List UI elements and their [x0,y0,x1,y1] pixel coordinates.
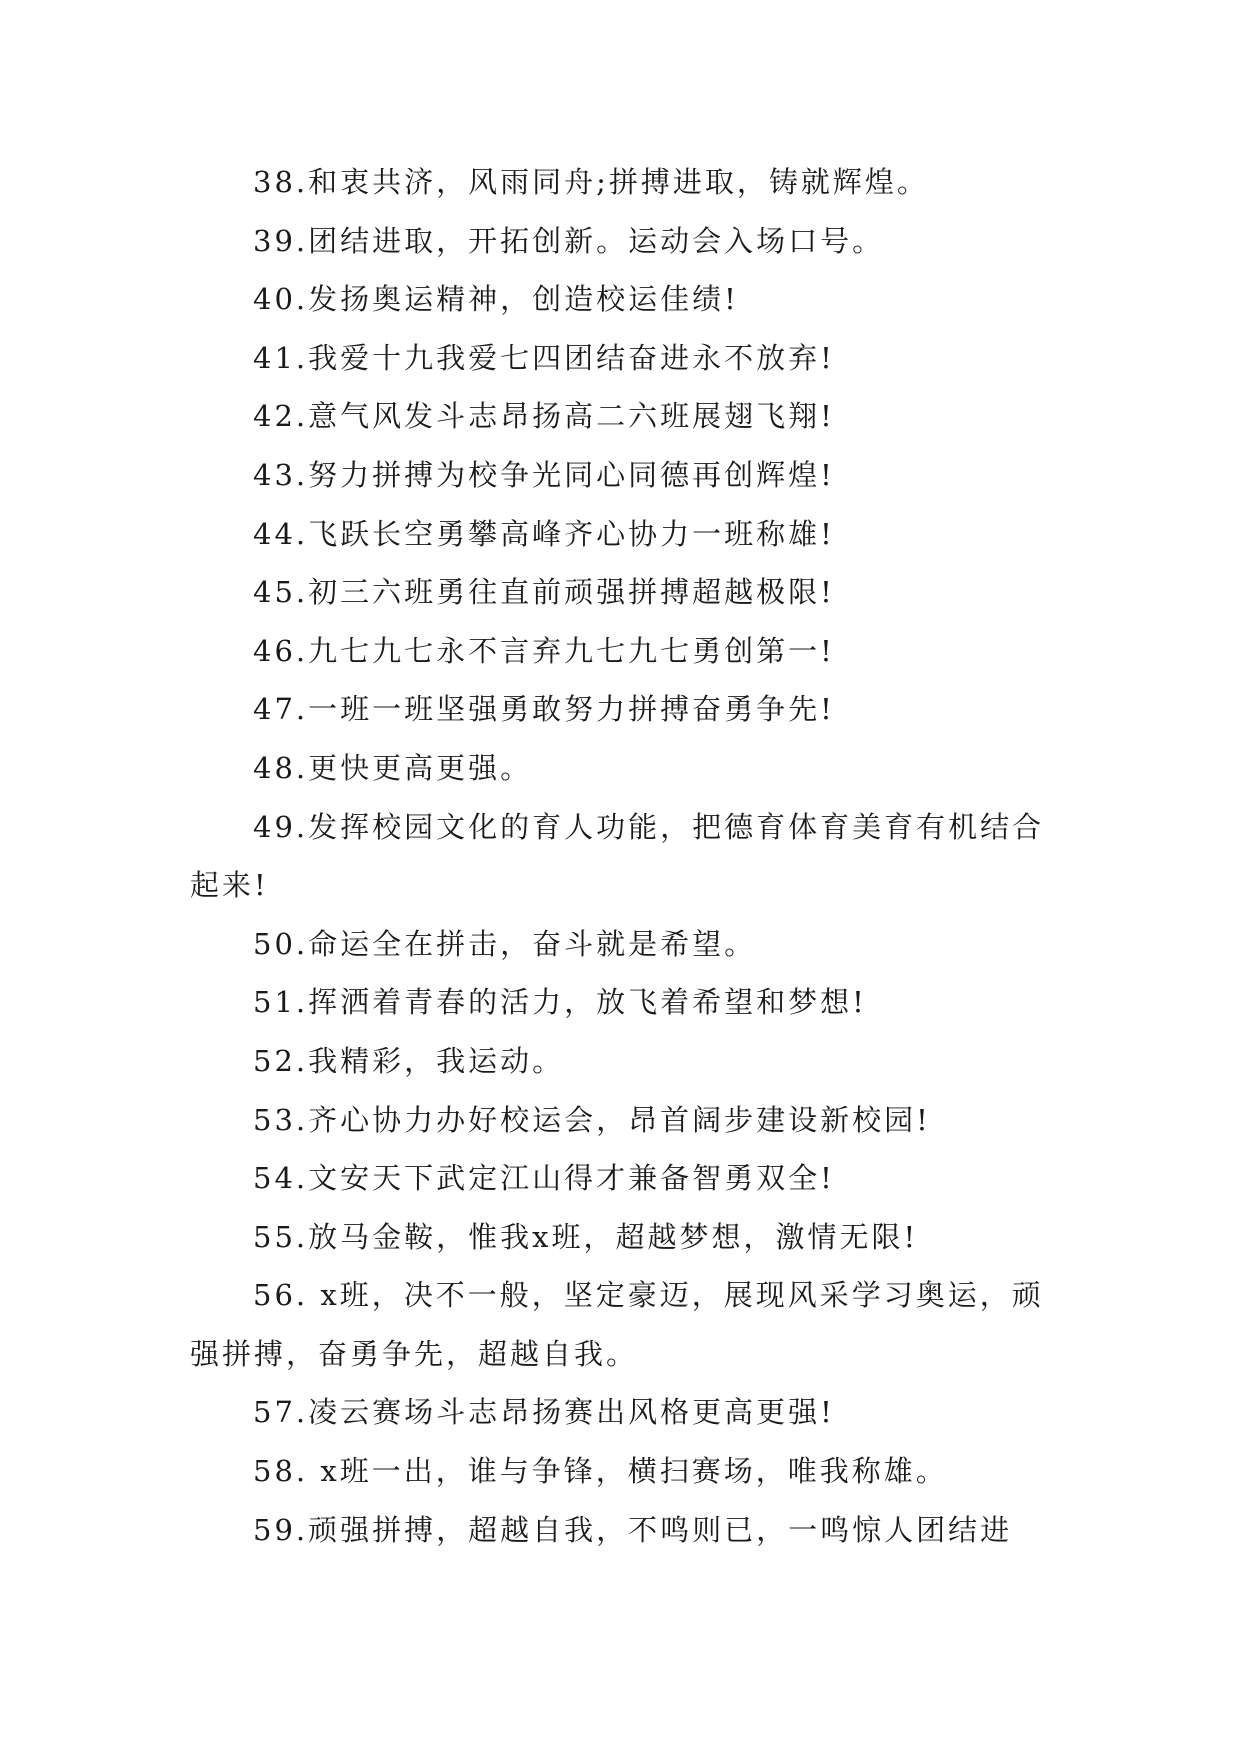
slogan-paragraph: 38.和衷共济，风雨同舟;拼搏进取，铸就辉煌。 [253,165,929,199]
slogan-paragraph: 39.团结进取，开拓创新。运动会入场口号。 [253,223,885,258]
slogan-paragraph: 54.文安天下武定江山得才兼备智勇双全! [253,1161,835,1196]
slogan-paragraph: 44.飞跃长空勇攀高峰齐心协力一班称雄! [253,516,835,551]
slogan-paragraph: 55.放马金鞍，惟我x班，超越梦想，激情无限! [253,1219,919,1254]
slogan-paragraph: 46.九七九七永不言弃九七九七勇创第一! [253,633,835,668]
slogan-paragraph: 49.发挥校园文化的育人功能，把德育体育美育有机结合起来! [190,809,1045,903]
slogan-paragraph: 45.初三六班勇往直前顽强拼搏超越极限! [253,575,835,610]
slogan-paragraph: 58. x班一出，谁与争锋，横扫赛场，唯我称雄。 [253,1454,948,1489]
slogan-paragraph: 47.一班一班坚强勇敢努力拼搏奋勇争先! [253,692,835,727]
slogan-paragraph: 52.我精彩，我运动。 [253,1043,565,1078]
document-body [190,153,1062,1559]
slogan-paragraph: 57.凌云赛场斗志昂扬赛出风格更高更强! [253,1395,835,1430]
slogan-paragraph: 42.意气风发斗志昂扬高二六班展翅飞翔! [253,399,835,434]
slogan-paragraph: 53.齐心协力办好校运会，昂首阔步建设新校园! [253,1102,931,1137]
slogan-paragraph: 41.我爱十九我爱七四团结奋进永不放弃! [253,340,835,375]
slogan-paragraph: 50.命运全在拼击，奋斗就是希望。 [253,926,757,961]
slogan-paragraph: 43.努力拼搏为校争光同心同德再创辉煌! [253,457,835,492]
slogan-paragraph: 48.更快更高更强。 [253,750,533,785]
slogan-paragraph: 59.顽强拼搏，超越自我，不鸣则已，一鸣惊人团结进 [253,1512,1013,1547]
slogan-paragraph: 40.发扬奥运精神，创造校运佳绩! [253,282,739,317]
slogan-paragraph: 56. x班，决不一般，坚定豪迈，展现风采学习奥运，顽强拼搏，奋勇争先，超越自我。 [190,1278,1044,1371]
slogan-paragraph: 51.挥洒着青春的活力，放飞着希望和梦想! [253,985,867,1020]
